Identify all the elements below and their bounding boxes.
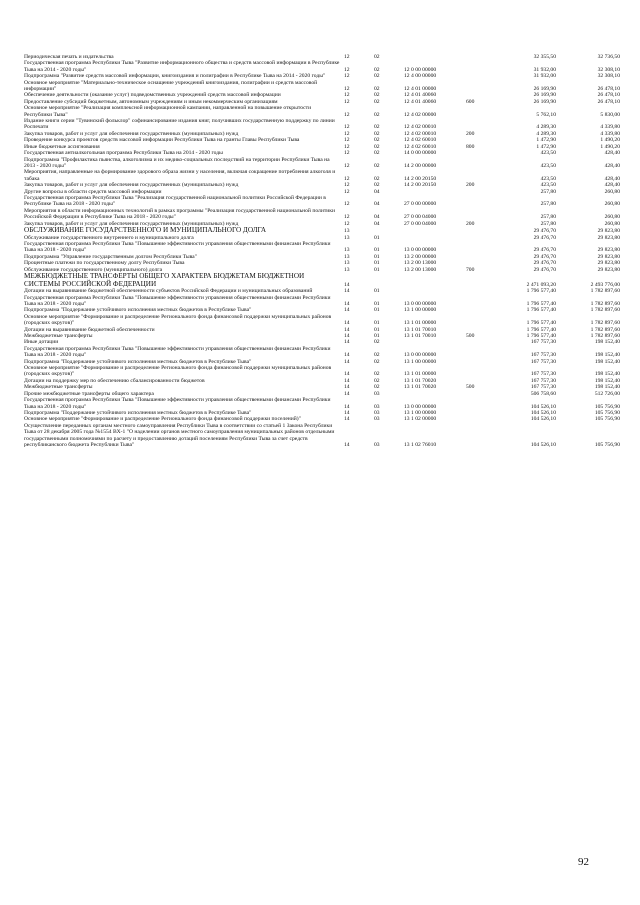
row-section: 14 — [344, 441, 350, 448]
row-name: Государственная программа Республики Тыва "Реализация государственной национальной политики Российской Федерации в Республике Тыва на 2018 - 2020 годы" — [24, 194, 326, 208]
row-value-2020: 1 490,20 — [600, 143, 620, 150]
row-section: 14 — [344, 377, 350, 384]
row-target-code: 27 0 00 00000 — [404, 201, 437, 208]
row-value-2020: 29 823,80 — [597, 228, 620, 235]
row-value-2020: 32 308,10 — [597, 73, 620, 80]
row-subsection: 04 — [374, 188, 380, 195]
row-subsection — [374, 227, 404, 235]
row-target-code: 13 2 00 00000 — [404, 253, 437, 260]
table-row — [24, 314, 620, 327]
row-subsection: 02 — [374, 111, 380, 118]
row-value-2019: 1 472,90 — [536, 137, 556, 144]
row-name: Издание книги серии "Тувинский фольклор" софинансирование издания книг, получивших государственную поддержку по линии Роспечати — [24, 118, 335, 131]
row-target-code: 14 2 00 20150 — [404, 175, 437, 182]
row-target-code: 13 0 00 00000 — [404, 247, 437, 254]
row-value-2020: 32 308,10 — [597, 66, 620, 73]
row-value-2019: 4 289,30 — [536, 124, 556, 131]
row-value-2020: 428,40 — [604, 162, 620, 169]
row-value-2020: 29 823,80 — [597, 266, 620, 273]
row-value-2019: 167 757,30 — [530, 371, 556, 378]
row-subsection: 02 — [374, 66, 380, 73]
row-value-2020: 1 782 897,60 — [590, 320, 620, 327]
row-section: 14 — [344, 352, 350, 359]
row-name: Закупка товаров, работ и услуг для обеспечения государственных (муниципальных) нужд — [24, 220, 239, 227]
row-subsection: 03 — [374, 409, 380, 416]
row-target-code: 27 0 00 04000 — [404, 214, 437, 221]
budget-table — [24, 54, 620, 448]
row-value-2020: 198 152,40 — [594, 352, 620, 359]
row-subsection: 02 — [374, 143, 380, 150]
row-target-code: 13 0 00 00000 — [404, 301, 437, 307]
row-name: Прочие межбюджетные трансферты общего характера — [24, 390, 154, 397]
row-target-code: 13 1 01 70020 — [404, 377, 437, 384]
row-target-code: 14 2 00 20150 — [404, 182, 437, 189]
row-section: 13 — [344, 266, 350, 273]
row-name: Дотации на выравнивание бюджетной обеспеченности субъектов Российской Федерации и муниципальных образований — [24, 288, 313, 295]
row-section: 13 — [344, 234, 350, 241]
row-subsection: 01 — [374, 266, 380, 273]
row-section: 14 — [344, 384, 350, 391]
row-target-code: 14 2 00 00000 — [404, 162, 437, 169]
row-expense-type — [466, 273, 494, 288]
table-row — [24, 295, 620, 308]
row-name: Обслуживание государственного (муниципального) долга — [24, 266, 163, 273]
row-value-2019: 2 471 093,20 — [526, 281, 556, 288]
row-subsection: 02 — [374, 339, 380, 346]
row-value-2020: 26 478,10 — [597, 86, 620, 93]
row-expense-type — [466, 118, 494, 131]
table-row — [24, 169, 620, 182]
row-name: Государственная программа Республики Тыва "Повышение эффективности управления общественными финансами Республики Тыва на 2018 - 2020 годы" — [24, 397, 331, 410]
row-subsection: 03 — [374, 390, 380, 397]
row-name: Государственная антиалкогольная программа Республики Тыва на 2014 - 2020 годы — [24, 150, 223, 157]
row-value-2019: 104 526,10 — [530, 409, 556, 416]
table-row — [24, 118, 620, 131]
row-value-2019: 29 476,70 — [533, 266, 556, 273]
row-target-code: 12 4 01 40060 — [404, 98, 437, 105]
row-expense-type: 200 — [466, 182, 475, 189]
row-name: Государственная программа Республики Тыва "Повышение эффективности управления общественными финансами Республики Тыва на 2018 - 2020 годы" — [24, 240, 331, 254]
row-subsection: 01 — [374, 320, 380, 327]
page-number: 92 — [578, 856, 589, 868]
row-subsection: 02 — [374, 124, 380, 131]
row-value-2019: 5 762,10 — [536, 111, 556, 118]
row-name: Подпрограмма "Поддержание устойчивого исполнения местных бюджетов в Республике Тыва" — [24, 409, 252, 416]
row-value-2019: 257,80 — [540, 201, 556, 208]
row-value-2020: 198 152,40 — [594, 384, 620, 391]
row-value-2019: 423,50 — [540, 175, 556, 182]
row-value-2020: 428,40 — [604, 150, 620, 157]
row-name: Закупка товаров, работ и услуг для обеспечения государственных (муниципальных) нужд — [24, 130, 239, 137]
row-name: Иные бюджетные ассигнования — [24, 143, 100, 150]
row-subsection: 02 — [374, 384, 380, 391]
row-expense-type: 200 — [466, 130, 475, 137]
row-target-code — [404, 273, 466, 288]
row-value-2019: 167 757,30 — [530, 377, 556, 384]
row-section: 12 — [344, 220, 350, 227]
table-row — [24, 105, 620, 118]
row-section: 12 — [344, 130, 350, 137]
row-value-2020: 260,80 — [604, 214, 620, 221]
row-value-2019: 1 796 577,40 — [526, 333, 556, 340]
row-expense-type — [466, 60, 494, 73]
row-expense-type — [466, 157, 494, 170]
row-value-2019: 167 757,30 — [530, 358, 556, 365]
row-value-2020: 260,80 — [604, 220, 620, 227]
row-value-2020: 32 736,50 — [597, 54, 620, 60]
row-expense-type: 200 — [466, 220, 475, 227]
row-expense-type — [466, 105, 494, 118]
row-value-2019: 257,80 — [540, 188, 556, 195]
row-subsection: 02 — [374, 162, 380, 169]
row-value-2020: 4 339,80 — [600, 124, 620, 131]
row-subsection: 01 — [374, 247, 380, 254]
row-subsection: 02 — [374, 130, 380, 137]
row-name: Основное мероприятие "Реализация комплексной информационной кампании, направленной на повышение открытости Республики Тыва" — [24, 105, 312, 118]
row-value-2019: 1 796 577,40 — [526, 320, 556, 327]
row-section: 14 — [344, 288, 350, 295]
row-target-code: 12 4 02 00010 — [404, 130, 437, 137]
row-subsection: 04 — [374, 220, 380, 227]
row-section: 13 — [344, 247, 350, 254]
table-row — [24, 346, 620, 359]
row-value-2019: 167 757,30 — [530, 339, 556, 346]
row-name: Иные дотации — [24, 339, 59, 346]
table-row — [24, 365, 620, 378]
row-subsection: 01 — [374, 333, 380, 340]
row-section: 14 — [344, 403, 350, 410]
row-name: Обслуживание государственного внутреннего и муниципального долга — [24, 234, 194, 241]
row-name: Проведение конкурса проектов средств массовой информации Республики Тыва на гранты Главы Республики Тыва — [24, 137, 300, 144]
row-target-code: 12 4 02 00010 — [404, 124, 437, 131]
row-name: Мероприятия, направленные на формирование здорового образа жизни у населения, включая сокращение потребления алкоголя и табака — [24, 169, 336, 182]
row-value-2019: 104 526,10 — [530, 441, 556, 448]
row-section: 12 — [344, 66, 350, 73]
row-value-2019: 104 526,10 — [530, 403, 556, 410]
row-name: Дотации на выравнивание бюджетной обеспеченности — [24, 326, 155, 333]
row-subsection: 04 — [374, 201, 380, 208]
row-subsection — [374, 273, 404, 288]
row-target-code: 13 2 00 13000 — [404, 266, 437, 273]
row-value-2020: 105 756,90 — [594, 441, 620, 448]
row-section: 12 — [344, 201, 350, 208]
row-expense-type: 500 — [466, 384, 475, 391]
row-section: 14 — [344, 416, 350, 423]
row-value-2020: 26 478,10 — [597, 98, 620, 105]
row-value-2019: 26 169,90 — [533, 98, 556, 105]
row-expense-type — [466, 423, 494, 449]
row-section: 12 — [344, 54, 350, 60]
row-value-2020: 1 782 897,60 — [590, 333, 620, 340]
budget-table-body — [24, 54, 620, 448]
row-subsection: 01 — [374, 253, 380, 260]
row-name: Основное мероприятие "Формирование и распределение Регионального фонда финансовой поддержки поселений)" — [24, 416, 301, 423]
row-section: 12 — [344, 182, 350, 189]
row-section: 14 — [344, 333, 350, 340]
table-row — [24, 157, 620, 170]
row-subsection: 02 — [374, 54, 380, 60]
row-name: Подпрограмма "Профилактика пьянства, алкоголизма и их медико-социальных последствий на территории Республики Тыва на 2013 - 2020 годы" — [24, 156, 330, 169]
row-target-code: 27 0 00 04000 — [404, 220, 437, 227]
row-value-2019: 423,50 — [540, 182, 556, 189]
row-target-code: 13 1 01 70010 — [404, 326, 437, 333]
row-section: 14 — [344, 320, 350, 327]
row-target-code: 12 4 02 60010 — [404, 143, 437, 150]
table-row — [24, 60, 620, 73]
row-expense-type — [466, 227, 494, 235]
row-value-2020: 428,40 — [604, 175, 620, 182]
row-value-2020: 4 339,80 — [600, 130, 620, 137]
row-subsection: 02 — [374, 98, 380, 105]
row-value-2020: 2 493 776,00 — [590, 281, 620, 288]
row-section: 14 — [344, 339, 350, 346]
row-subsection: 04 — [374, 214, 380, 221]
row-name: Основное мероприятие "Формирование и распределение Регионального фонда финансовой поддержки муниципальных районов (городских округов)" — [24, 365, 332, 378]
row-subsection: 02 — [374, 352, 380, 359]
row-value-2020: 1 782 897,60 — [590, 301, 620, 307]
row-subsection: 02 — [374, 182, 380, 189]
row-section: 12 — [344, 73, 350, 80]
row-value-2020: 29 823,80 — [597, 234, 620, 241]
row-subsection: 02 — [374, 92, 380, 99]
row-name: Подпрограмма "Управление государственным долгом Республики Тыва" — [24, 253, 197, 260]
row-target-code: 13 1 00 00000 — [404, 409, 437, 416]
row-target-code: 13 1 00 00000 — [404, 358, 437, 365]
row-name: Подпрограмма "Поддержание устойчивого исполнения местных бюджетов в Республике Тыва" — [24, 358, 252, 365]
row-expense-type: 800 — [466, 143, 475, 150]
row-value-2020: 105 756,90 — [594, 416, 620, 423]
row-subsection: 01 — [374, 326, 380, 333]
row-value-2019: 26 169,90 — [533, 86, 556, 93]
row-target-code: 13 0 00 00000 — [404, 403, 437, 410]
row-section: 14 — [344, 371, 350, 378]
row-value-2020: 5 830,00 — [600, 111, 620, 118]
row-value-2020: 1 782 897,60 — [590, 307, 620, 314]
row-section: 12 — [344, 111, 350, 118]
row-target-code: 13 0 00 00000 — [404, 352, 437, 359]
row-name: Закупка товаров, работ и услуг для обеспечения государственных (муниципальных) нужд — [24, 182, 239, 189]
row-value-2020: 26 478,10 — [597, 92, 620, 99]
row-section: 12 — [344, 98, 350, 105]
row-target-code: 14 0 00 00000 — [404, 150, 437, 157]
row-section: 12 — [344, 124, 350, 131]
row-subsection: 02 — [374, 358, 380, 365]
row-target-code: 13 1 01 70010 — [404, 333, 437, 340]
row-value-2020: 1 490,20 — [600, 137, 620, 144]
row-name: Основное мероприятие "Материально-техническое оснащение учреждений книгоиздания, полиграфии и средств массовой информации" — [24, 79, 318, 93]
row-name: Обеспечение деятельности (оказание услуг) подведомственных учреждений средств массовой информации — [24, 92, 281, 99]
row-value-2019: 423,50 — [540, 162, 556, 169]
row-value-2019: 257,80 — [540, 220, 556, 227]
row-name: Основное мероприятие "Формирование и распределение Регионального фонда финансовой поддержки муниципальных районов (городских округов)" — [24, 313, 332, 327]
row-value-2019: 423,50 — [540, 150, 556, 157]
row-target-code: 13 1 02 76010 — [404, 441, 437, 448]
table-row — [24, 195, 620, 208]
row-value-2020: 260,80 — [604, 188, 620, 195]
row-name: Дотации на поддержку мер по обеспечению сбалансированности бюджетов — [24, 377, 205, 384]
row-value-2019: 29 476,70 — [533, 260, 556, 267]
row-expense-type — [466, 314, 494, 327]
row-value-2020: 29 823,80 — [597, 253, 620, 260]
table-row — [24, 397, 620, 410]
table-row — [24, 241, 620, 254]
row-expense-type — [466, 80, 494, 93]
row-section: 12 — [344, 150, 350, 157]
row-value-2019: 1 796 577,40 — [526, 301, 556, 307]
row-subsection: 02 — [374, 371, 380, 378]
row-value-2020: 29 823,80 — [597, 260, 620, 267]
row-name: Процентные платежи по государственному долгу Республики Тыва — [24, 260, 185, 267]
row-section: 12 — [344, 162, 350, 169]
row-subsection: 02 — [374, 137, 380, 144]
row-name: Осуществление переданных органам местного самоуправления Республики Тыва в соответствии со статьей 1 Закона Республики Тыва от 28 декабря 2005 года №1554 ВХ-1 "О наделении органов местного самоуправления муниципальных районов отдельными государственными полномочиями по расчету и предоставлению дотаций поселениям Республики Тыва за счет средств республиканского бюджета Республики Тыва" — [24, 422, 335, 448]
row-value-2019: 32 355,50 — [533, 54, 556, 60]
row-expense-type — [466, 169, 494, 182]
row-subsection: 01 — [374, 288, 380, 295]
row-target-code: 13 1 00 00000 — [404, 307, 437, 314]
row-value-2020: 260,80 — [604, 201, 620, 208]
row-name: ОБСЛУЖИВАНИЕ ГОСУДАРСТВЕННОГО И МУНИЦИПАЛЬНОГО ДОЛГА — [24, 226, 267, 234]
row-value-2019: 29 476,70 — [533, 247, 556, 254]
row-value-2019: 29 476,70 — [533, 228, 556, 235]
row-subsection: 02 — [374, 377, 380, 384]
row-name: Межбюджетные трансферты — [24, 384, 93, 391]
row-target-code: 13 1 02 00000 — [404, 416, 437, 423]
row-section: 14 — [344, 358, 350, 365]
row-value-2019: 4 289,30 — [536, 130, 556, 137]
row-value-2019: 257,80 — [540, 214, 556, 221]
row-name: Государственная программа Республики Тыва "Повышение эффективности управления общественными финансами Республики Тыва на 2018 - 2020 годы" — [24, 345, 331, 359]
row-value-2019: 1 796 577,40 — [526, 288, 556, 295]
row-subsection: 02 — [374, 86, 380, 93]
row-target-code: 12 0 00 00000 — [404, 66, 437, 73]
row-section: 12 — [344, 143, 350, 150]
row-expense-type — [466, 397, 494, 410]
row-value-2019: 506 758,60 — [530, 390, 556, 397]
table-row — [24, 80, 620, 93]
row-name: Мероприятия в области информационных технологий в рамках программы "Реализация государственной национальной политики Российской Федерации в Республике Тыва на 2018 - 2020 годы" — [24, 207, 335, 221]
row-section: 12 — [344, 214, 350, 221]
row-name: Межбюджетные трансферты — [24, 333, 93, 340]
row-value-2019: 29 476,70 — [533, 234, 556, 241]
row-name: МЕЖБЮДЖЕТНЫЕ ТРАНСФЕРТЫ ОБЩЕГО ХАРАКТЕРА БЮДЖЕТАМ БЮДЖЕТНОЙ СИСТЕМЫ РОССИЙСКОЙ ФЕДЕРАЦИИ — [24, 273, 305, 288]
row-value-2020: 105 756,90 — [594, 403, 620, 410]
row-value-2019: 167 757,30 — [530, 352, 556, 359]
row-section: 12 — [344, 137, 350, 144]
row-section: 14 — [344, 301, 350, 307]
row-value-2020: 198 152,40 — [594, 358, 620, 365]
row-subsection: 03 — [374, 441, 380, 448]
row-name: Другие вопросы в области средств массовой информации — [24, 188, 162, 195]
table-row — [24, 227, 620, 235]
row-name: Государственная программа Республики Тыва "Повышение эффективности управления общественными финансами Республики Тыва на 2018 - 2020 годы" — [24, 294, 331, 307]
row-section: 13 — [344, 260, 350, 267]
row-value-2020: 198 152,40 — [594, 371, 620, 378]
row-value-2019: 1 796 577,40 — [526, 307, 556, 314]
row-subsection: 02 — [374, 150, 380, 157]
row-value-2020: 198 152,40 — [594, 377, 620, 384]
row-value-2019: 104 526,10 — [530, 416, 556, 423]
row-target-code: 12 4 00 00000 — [404, 73, 437, 80]
row-target-code: 13 1 01 00000 — [404, 320, 437, 327]
row-value-2019: 1 472,90 — [536, 143, 556, 150]
row-target-code: 12 4 02 00000 — [404, 111, 437, 118]
row-section: 14 — [344, 307, 350, 314]
row-section: 12 — [344, 188, 350, 195]
row-subsection: 01 — [374, 234, 380, 241]
row-subsection: 03 — [374, 403, 380, 410]
table-row — [24, 273, 620, 288]
row-section: 14 — [344, 326, 350, 333]
row-value-2020: 428,40 — [604, 182, 620, 189]
row-section: 12 — [344, 92, 350, 99]
row-value-2019: 26 169,90 — [533, 92, 556, 99]
row-value-2019: 31 932,00 — [533, 66, 556, 73]
row-value-2020: 198 152,40 — [594, 339, 620, 346]
row-target-code — [404, 227, 466, 235]
row-section: 13 — [344, 228, 350, 235]
row-target-code: 13 2 00 13000 — [404, 260, 437, 267]
row-expense-type — [466, 241, 494, 254]
row-subsection: 02 — [374, 73, 380, 80]
row-value-2019: 29 476,70 — [533, 253, 556, 260]
row-expense-type: 500 — [466, 333, 475, 340]
row-subsection: 01 — [374, 260, 380, 267]
row-name: Государственная программа Республики Тыва "Развитие информационного общества и средств массовой информации в Республике Тыва на 2014 - 2020 годы" — [24, 60, 340, 73]
row-name: Периодическая печать и издательства — [24, 54, 114, 60]
row-target-code: 12 4 01 00000 — [404, 86, 437, 93]
row-target-code: 13 1 01 70020 — [404, 384, 437, 391]
row-subsection: 03 — [374, 416, 380, 423]
row-subsection: 01 — [374, 307, 380, 314]
row-expense-type — [466, 208, 494, 221]
row-section: 14 — [344, 409, 350, 416]
row-value-2019: 1 796 577,40 — [526, 326, 556, 333]
row-name: Предоставление субсидий бюджетным, автономным учреждениям и иным некоммерческим организациям — [24, 98, 278, 105]
row-expense-type — [466, 346, 494, 359]
row-name: Подпрограмма "Поддержание устойчивого исполнения местных бюджетов в Республике Тыва" — [24, 307, 252, 314]
row-section: 12 — [344, 86, 350, 93]
row-value-2020: 105 756,90 — [594, 409, 620, 416]
row-value-2019: 31 932,00 — [533, 73, 556, 80]
row-value-2020: 1 782 897,60 — [590, 326, 620, 333]
row-subsection: 01 — [374, 301, 380, 307]
row-target-code: 12 4 01 40060 — [404, 92, 437, 99]
row-section: 12 — [344, 175, 350, 182]
row-name: Подпрограмма "Развитие средств массовой информации, книгоиздания и полиграфии в Республике Тыва на 2014 - 2020 годы" — [24, 73, 326, 80]
row-expense-type — [466, 295, 494, 308]
row-target-code: 13 1 01 00000 — [404, 371, 437, 378]
row-target-code: 12 4 02 60010 — [404, 137, 437, 144]
row-value-2020: 512 726,00 — [594, 390, 620, 397]
row-subsection: 02 — [374, 175, 380, 182]
row-expense-type — [466, 365, 494, 378]
table-row — [24, 208, 620, 221]
row-value-2019: 167 757,30 — [530, 384, 556, 391]
table-row — [24, 423, 620, 449]
row-expense-type — [466, 195, 494, 208]
row-value-2020: 29 823,80 — [597, 247, 620, 254]
row-section: 13 — [344, 253, 350, 260]
row-section: 14 — [344, 390, 350, 397]
row-expense-type: 700 — [466, 266, 475, 273]
row-expense-type: 600 — [466, 98, 475, 105]
row-value-2020: 1 782 897,60 — [590, 288, 620, 295]
row-section: 14 — [344, 281, 350, 288]
